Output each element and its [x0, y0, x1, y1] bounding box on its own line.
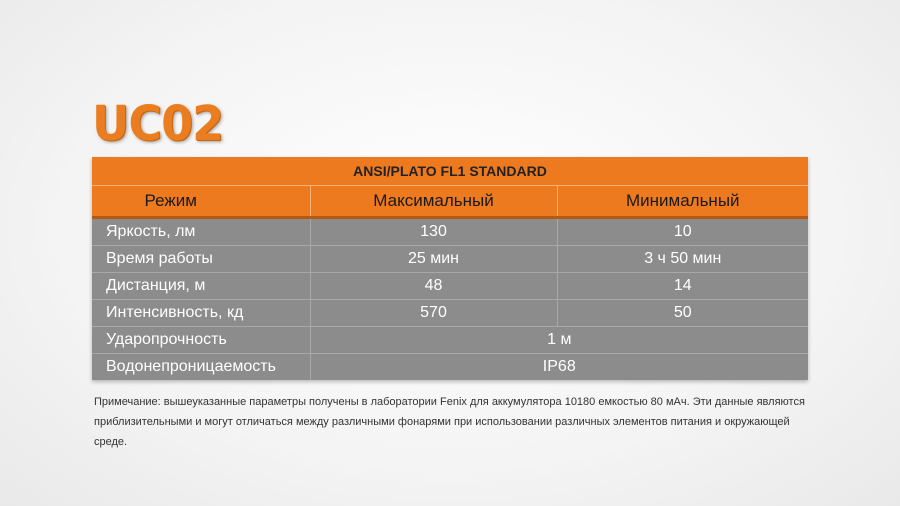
row-spanning-value: IP68	[310, 354, 808, 381]
standard-row	[92, 157, 808, 186]
row-min-value: 14	[557, 273, 808, 300]
row-min-value: 10	[557, 218, 808, 246]
table-row	[92, 218, 808, 246]
header-max: Максимальный	[310, 186, 557, 218]
standard-label: ANSI/PLATO FL1 STANDARD	[92, 157, 808, 186]
row-max-value: 130	[310, 218, 557, 246]
row-label: Дистанция, м	[92, 273, 310, 300]
header-mode: Режим	[92, 186, 310, 218]
spec-table	[92, 157, 808, 380]
row-min-value: 3 ч 50 мин	[557, 246, 808, 273]
row-spanning-value: 1 м	[310, 327, 808, 354]
header-row	[92, 186, 808, 218]
footnote: Примечание: вышеуказанные параметры получены в лаборатории Fenix для аккумулятора 10180 емкостью 80 мАч. Эти данные являются приблизительными и могут отличаться между различными фонарями при использовании различных элементов питания и окружающей среде.	[94, 396, 805, 448]
header-min: Минимальный	[557, 186, 808, 218]
table-row	[92, 273, 808, 300]
row-label: Яркость, лм	[92, 218, 310, 246]
product-title: UC02	[92, 94, 224, 152]
table-row	[92, 246, 808, 273]
row-label: Водонепроницаемость	[92, 354, 310, 381]
row-max-value: 25 мин	[310, 246, 557, 273]
row-max-value: 48	[310, 273, 557, 300]
table-row	[92, 354, 808, 381]
row-label: Время работы	[92, 246, 310, 273]
row-label: Ударопрочность	[92, 327, 310, 354]
row-label: Интенсивность, кд	[92, 300, 310, 327]
row-max-value: 570	[310, 300, 557, 327]
table-row	[92, 327, 808, 354]
row-min-value: 50	[557, 300, 808, 327]
table-row	[92, 300, 808, 327]
